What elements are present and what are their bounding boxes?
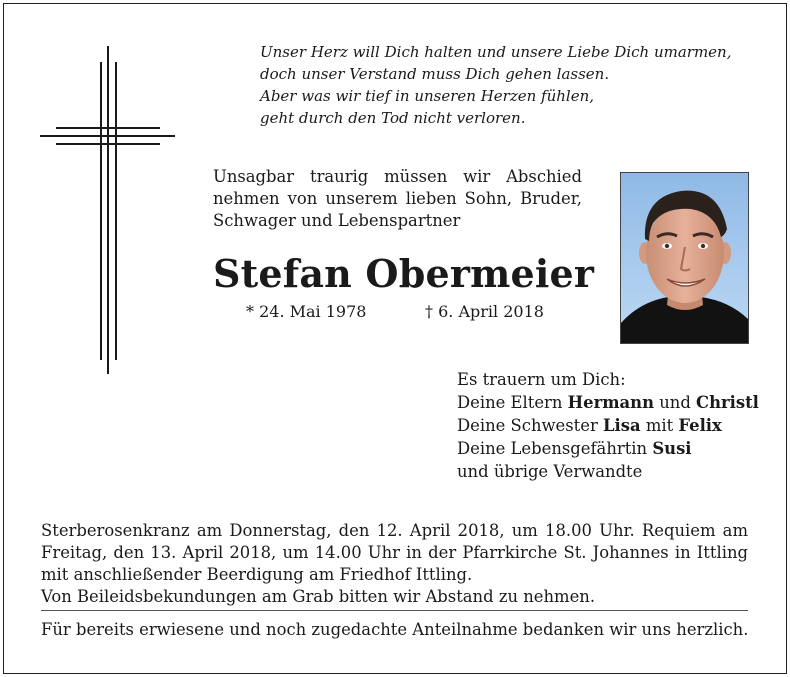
divider — [41, 610, 748, 611]
parent-name: Hermann — [567, 393, 655, 412]
mourner-line-parents: Deine Eltern Hermann und Christl — [457, 393, 759, 412]
mourners-heading: Es trauern um Dich: — [457, 370, 626, 389]
poem-line: Unser Herz will Dich halten und unsere Liebe Dich umarmen, — [260, 43, 732, 61]
sister-partner-name: Felix — [678, 416, 722, 435]
mourner-line-sister: Deine Schwester Lisa mit Felix — [457, 416, 722, 435]
memorial-poem — [260, 41, 731, 129]
mourners-list — [457, 368, 759, 483]
poem-line: Aber was wir tief in unseren Herzen fühlen, — [260, 87, 595, 105]
portrait-image — [621, 173, 748, 343]
intro-text: Unsagbar traurig müssen wir Abschied nehmen von unserem lieben Sohn, Bruder, Schwager und Lebenspartner — [213, 167, 582, 230]
thanks-text: Für bereits erwiesene und noch zugedachte Anteilnahme bedanken wir uns herzlich. — [41, 620, 749, 639]
partner-name: Susi — [652, 439, 692, 458]
poem-line: geht durch den Tod nicht verloren. — [260, 109, 526, 127]
condolence-note: Von Beileidsbekundungen am Grab bitten wir Abstand zu nehmen. — [41, 587, 596, 606]
death-date: † 6. April 2018 — [425, 302, 544, 321]
sister-name: Lisa — [603, 416, 641, 435]
poem-line: doch unser Verstand muss Dich gehen lassen. — [260, 65, 610, 83]
mourner-line-partner: Deine Lebensgefährtin Susi — [457, 439, 692, 458]
parent-name: Christl — [696, 393, 759, 412]
service-details: Sterberosenkranz am Donnerstag, den 12. April 2018, um 18.00 Uhr. Requiem am Freitag, den 13. April 2018, um 14.00 Uhr in der Pfarrkirche St. Johannes in Ittling mit anschließender Beerdigung am Friedhof Ittling. — [41, 521, 748, 584]
birth-date: * 24. Mai 1978 — [246, 302, 367, 321]
portrait-photo — [620, 172, 749, 344]
mourner-line-others: und übrige Verwandte — [457, 462, 643, 481]
life-dates — [246, 302, 544, 322]
deceased-name: Stefan Obermeier — [213, 251, 595, 296]
